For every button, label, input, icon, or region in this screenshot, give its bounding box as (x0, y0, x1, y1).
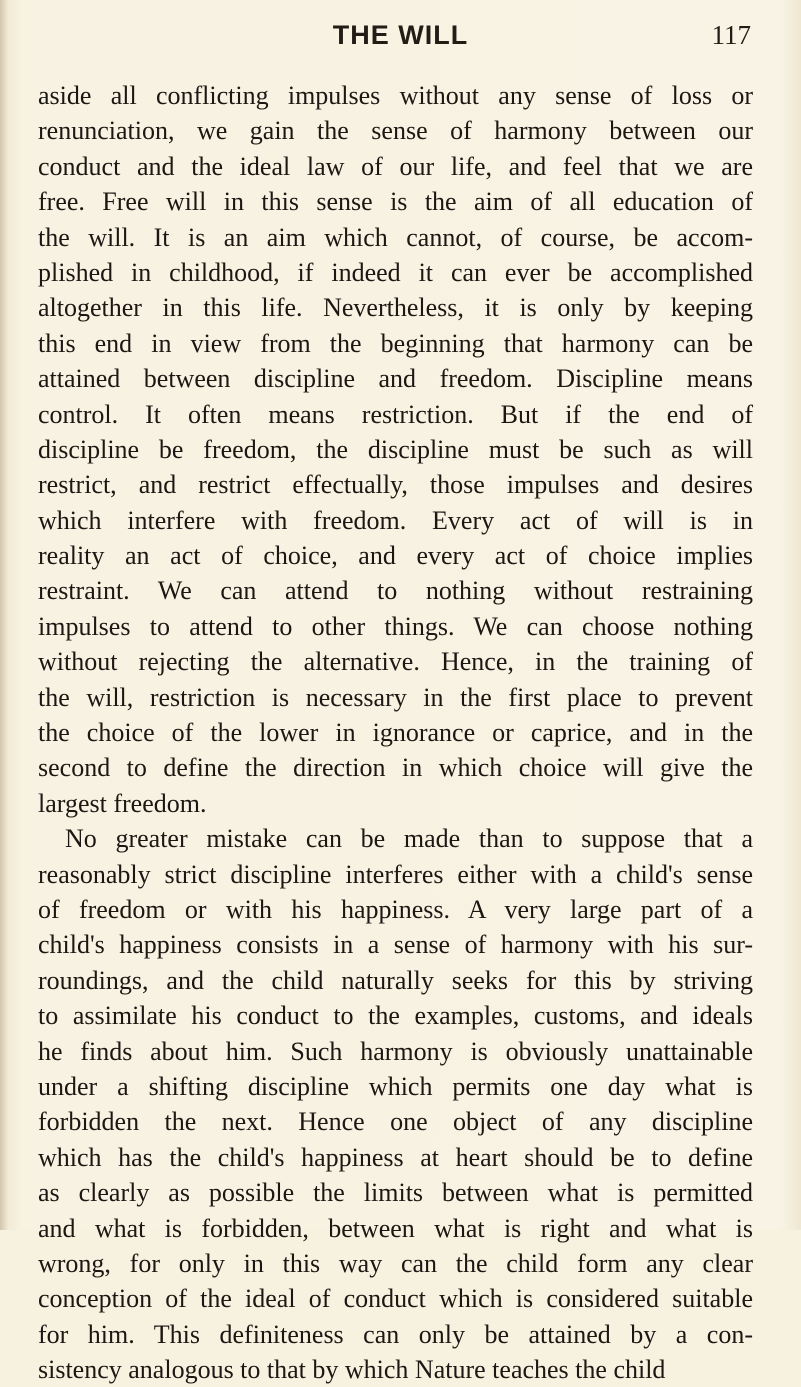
text-line: of freedom or with his happiness. A very large part of a (38, 894, 753, 924)
text-line: attained between discipline and freedom. Discipline means (38, 364, 753, 394)
text-line: control. It often means restriction. But if the end of (38, 399, 753, 429)
page-gutter-shadow (0, 0, 8, 1230)
text-line: second to define the direction in which choice will give the (38, 753, 753, 783)
page-number: 117 (711, 20, 751, 50)
text-line: sistency analogous to that by which Nature teaches the child (38, 1355, 666, 1385)
text-line: discipline be freedom, the discipline must be such as will (38, 434, 753, 464)
text-line: conduct and the ideal law of our life, and feel that we are (38, 151, 753, 181)
text-line: reality an act of choice, and every act of choice implies (38, 541, 753, 571)
text-line: which has the child's happiness at heart should be to define (38, 1142, 753, 1172)
text-line: largest freedom. (38, 788, 207, 818)
text-line: reasonably strict discipline interferes either with a child's sense (38, 859, 753, 889)
text-line: this end in view from the beginning that harmony can be (38, 328, 753, 358)
text-line: wrong, for only in this way can the child form any clear (38, 1248, 753, 1278)
text-line: to assimilate his conduct to the examples, customs, and ideals (38, 1001, 753, 1031)
body-text (38, 78, 753, 1387)
text-line: restraint. We can attend to nothing without restraining (38, 576, 753, 606)
text-line: and what is forbidden, between what is right and what is (38, 1213, 753, 1243)
text-line: altogether in this life. Nevertheless, it is only by keeping (38, 293, 753, 323)
chapter-title: THE WILL (332, 20, 469, 50)
text-line: as clearly as possible the limits between what is permitted (38, 1178, 753, 1208)
text-line: under a shifting discipline which permits one day what is (38, 1071, 753, 1101)
text-line: renunciation, we gain the sense of harmony between our (38, 116, 753, 146)
running-head (0, 20, 801, 60)
text-line: the will. It is an aim which cannot, of course, be accom- (38, 222, 753, 252)
text-line: restrict, and restrict effectually, those impulses and desires (38, 470, 753, 500)
text-line: plished in childhood, if indeed it can ever be accomplished (38, 257, 753, 287)
text-line: free. Free will in this sense is the aim of all education of (38, 187, 753, 217)
text-line: roundings, and the child naturally seeks for this by striving (38, 965, 753, 995)
text-line: child's happiness consists in a sense of harmony with his sur- (38, 930, 753, 960)
paragraph (38, 78, 753, 821)
text-line: impulses to attend to other things. We can choose nothing (38, 611, 753, 641)
text-line: the choice of the lower in ignorance or caprice, and in the (38, 718, 753, 748)
text-line: which interfere with freedom. Every act of will is in (38, 505, 753, 535)
text-line: the will, restriction is necessary in the first place to prevent (38, 682, 753, 712)
text-line: he finds about him. Such harmony is obviously unattainable (38, 1036, 753, 1066)
text-line: for him. This definiteness can only be attained by a con- (38, 1319, 753, 1349)
text-line: forbidden the next. Hence one object of any discipline (38, 1107, 753, 1137)
text-line: No greater mistake can be made than to suppose that a (65, 824, 753, 854)
text-line: aside all conflicting impulses without any sense of loss or (38, 81, 753, 110)
text-line: without rejecting the alternative. Hence, in the training of (38, 647, 753, 677)
text-line: conception of the ideal of conduct which is considered suitable (38, 1284, 753, 1314)
paragraph (38, 821, 753, 1387)
